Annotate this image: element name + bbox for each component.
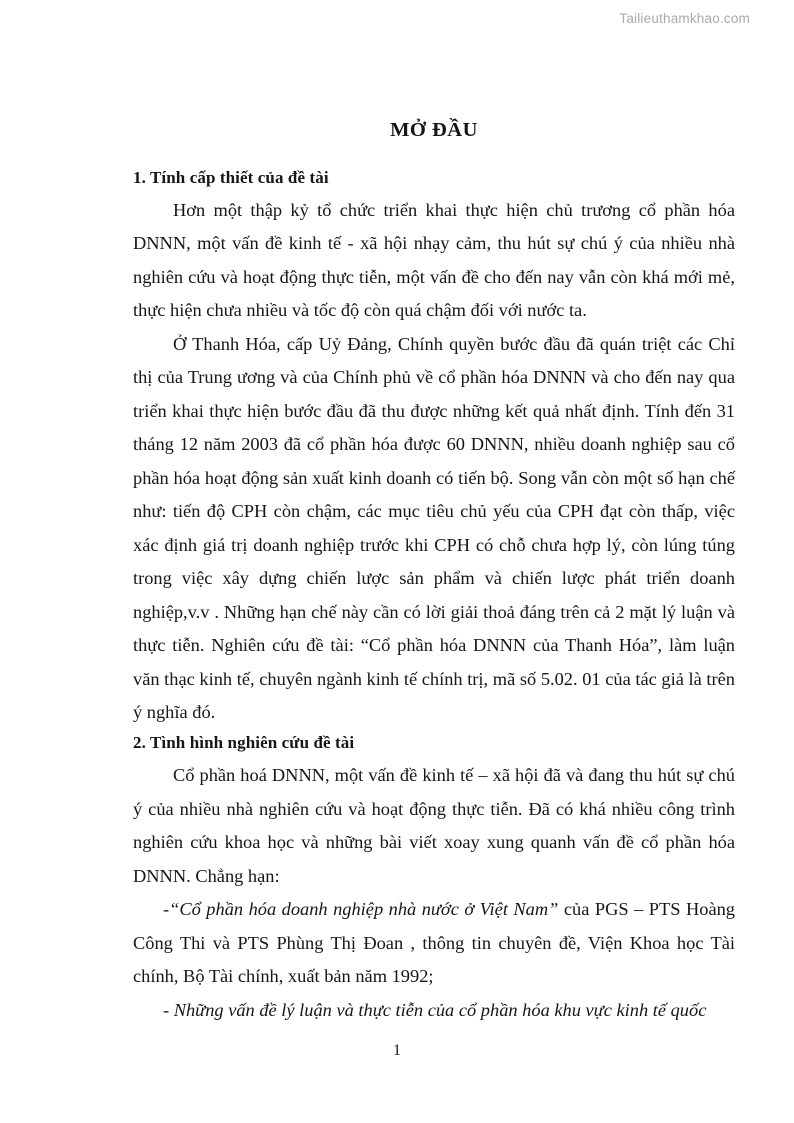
reference-title-1: “Cổ phần hóa doanh nghiệp nhà nước ở Việt Nam” bbox=[169, 899, 559, 920]
reference-item-1 bbox=[133, 893, 735, 994]
paragraph-1-2: Ở Thanh Hóa, cấp Uỷ Đảng, Chính quyền bước đầu đã quán triệt các Chỉ thị của Trung ương và của Chính phủ về cổ phần hóa DNNN và cho đến nay qua triển khai thực hiện bước đầu đã thu được những kết quả nhất định. Tính đến 31 tháng 12 năm 2003 đã cổ phần hóa được 60 DNNN, nhiều doanh nghiệp sau cổ phần hóa hoạt động sản xuất kinh doanh có tiến bộ. Song vẫn còn một số hạn chế như: tiến độ CPH còn chậm, các mục tiêu chủ yếu của CPH đạt còn thấp, việc xác định giá trị doanh nghiệp trước khi CPH có chỗ chưa hợp lý, còn lúng túng trong việc xây dựng chiến lược sản phẩm và chiến lược phát triển doanh nghiệp,v.v . Những hạn chế này cần có lời giải thoả đáng trên cả 2 mặt lý luận và thực tiễn. Nghiên cứu đề tài: “Cổ phần hóa DNNN của Thanh Hóa”, làm luận văn thạc kinh tế, chuyên ngành kinh tế chính trị, mã số 5.02. 01 của tác giả là trên ý nghĩa đó. bbox=[133, 333, 735, 723]
page-number: 1 bbox=[393, 1042, 401, 1059]
paragraph-1-1: Hơn một thập kỷ tổ chức triển khai thực hiện chủ trương cổ phần hóa DNNN, một vấn đề kinh tế - xã hội nhạy cảm, thu hút sự chú ý của nhiều nhà nghiên cứu và hoạt động thực tiễn, một vấn đề cho đến nay vẫn còn khá mới mẻ, thực hiện chưa nhiều và tốc độ còn quá chậm đối với nước ta. bbox=[133, 199, 735, 321]
reference-item-2 bbox=[133, 994, 735, 1028]
watermark-text: Tailieuthamkhao.com bbox=[619, 11, 750, 26]
reference-dash-2: - bbox=[163, 999, 170, 1020]
section-heading-2: 2. Tình hình nghiên cứu đề tài bbox=[133, 732, 355, 752]
reference-dash-1: - bbox=[163, 899, 170, 920]
reference-rest-1: của PGS – PTS Hoàng Công Thi và PTS Phùng Thị Đoan , thông tin chuyên đề, Viện Khoa học Tài chính, Bộ Tài chính, xuất bản năm 1992; bbox=[133, 899, 735, 987]
reference-title-2: Những vấn đề lý luận và thực tiễn của cổ phần hóa khu vực kinh tế quốc bbox=[169, 999, 707, 1020]
document-body bbox=[133, 118, 735, 1027]
paragraph-2-1: Cổ phần hoá DNNN, một vấn đề kinh tế – xã hội đã và đang thu hút sự chú ý của nhiều nhà nghiên cứu và hoạt động thực tiễn. Đã có khá nhiều công trình nghiên cứu khoa học và những bài viết xoay xung quanh vấn đề cổ phần hóa DNNN. Chẳng hạn: bbox=[133, 765, 735, 886]
section-heading-1: 1. Tính cấp thiết của đề tài bbox=[133, 167, 329, 187]
page-title: MỞ ĐẦU bbox=[390, 119, 478, 141]
